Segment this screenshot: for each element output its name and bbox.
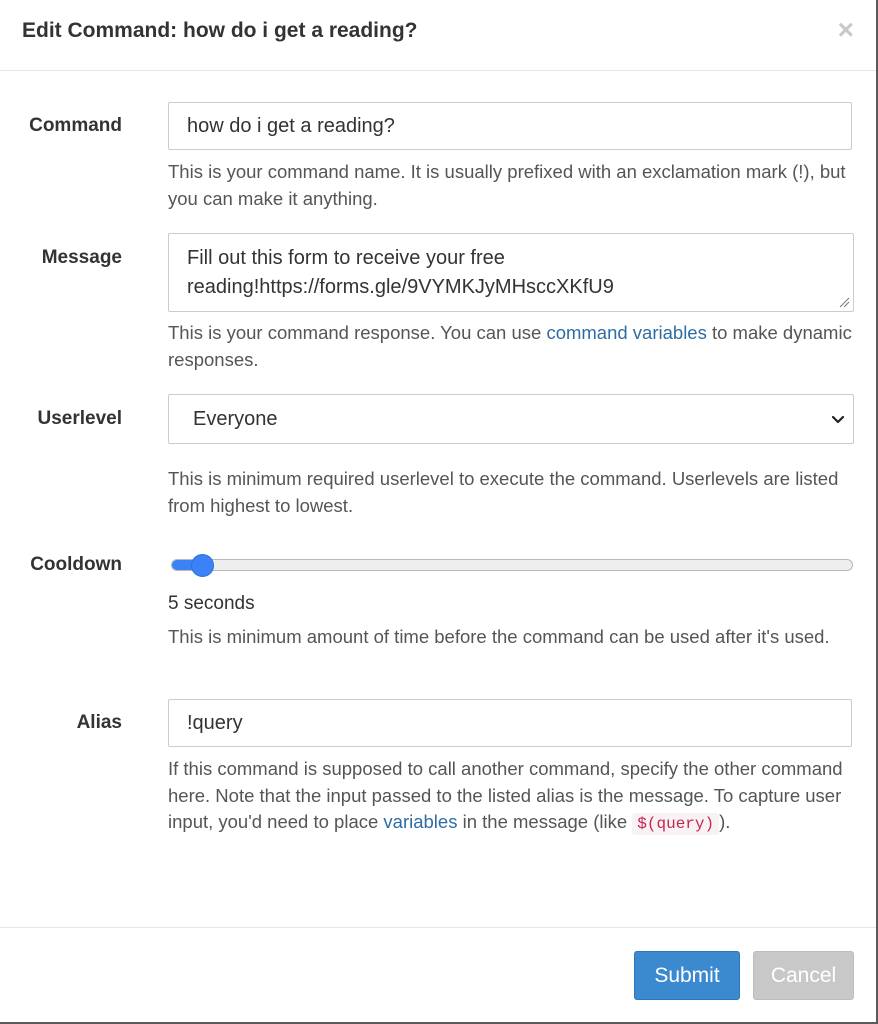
message-textarea[interactable] — [168, 233, 854, 312]
submit-button[interactable]: Submit — [634, 951, 740, 1000]
cooldown-slider-thumb[interactable] — [191, 554, 214, 577]
command-label: Command — [29, 115, 122, 136]
alias-help-text: If this command is supposed to call another command, specify the other command here. Note that the input passed to the listed alias is the message. To capture user input, you'd need to place — [168, 758, 843, 832]
userlevel-select[interactable] — [168, 394, 854, 444]
command-input[interactable] — [168, 102, 852, 150]
resize-grip-icon[interactable] — [838, 296, 850, 308]
alias-input[interactable] — [168, 699, 852, 747]
cooldown-slider-track[interactable] — [171, 559, 853, 571]
alias-label: Alias — [76, 712, 122, 733]
query-code: $(query) — [632, 813, 719, 835]
cooldown-help: This is minimum amount of time before the command can be used after it's used. — [168, 626, 830, 647]
cooldown-label: Cooldown — [30, 554, 122, 575]
cancel-button[interactable]: Cancel — [753, 951, 854, 1000]
message-label: Message — [41, 247, 122, 268]
cooldown-value: 5 seconds — [168, 593, 255, 614]
userlevel-label: Userlevel — [37, 408, 122, 429]
userlevel-help: This is minimum required userlevel to execute the command. Userlevels are listed from highest to lowest. — [168, 468, 839, 516]
variables-link[interactable]: variables — [383, 811, 458, 832]
alias-help — [168, 756, 858, 838]
message-help — [168, 320, 858, 373]
modal-footer — [0, 927, 876, 1023]
modal-header — [0, 0, 876, 71]
close-icon[interactable]: × — [837, 14, 854, 45]
command-help: This is your command name. It is usually prefixed with an exclamation mark (!), but you can make it anything. — [168, 161, 846, 209]
modal-title: Edit Command: how do i get a reading? — [22, 19, 418, 42]
chevron-down-icon — [829, 411, 847, 429]
message-help-text: This is your command response. You can use — [168, 322, 547, 343]
command-variables-link[interactable]: command variables — [546, 322, 707, 343]
message-help-text-end: to make dynamic responses. — [168, 322, 852, 370]
userlevel-selected-value: Everyone — [193, 408, 278, 430]
alias-help-text-end: ). — [719, 811, 731, 832]
alias-help-text-middle: in the message (like — [457, 811, 633, 832]
